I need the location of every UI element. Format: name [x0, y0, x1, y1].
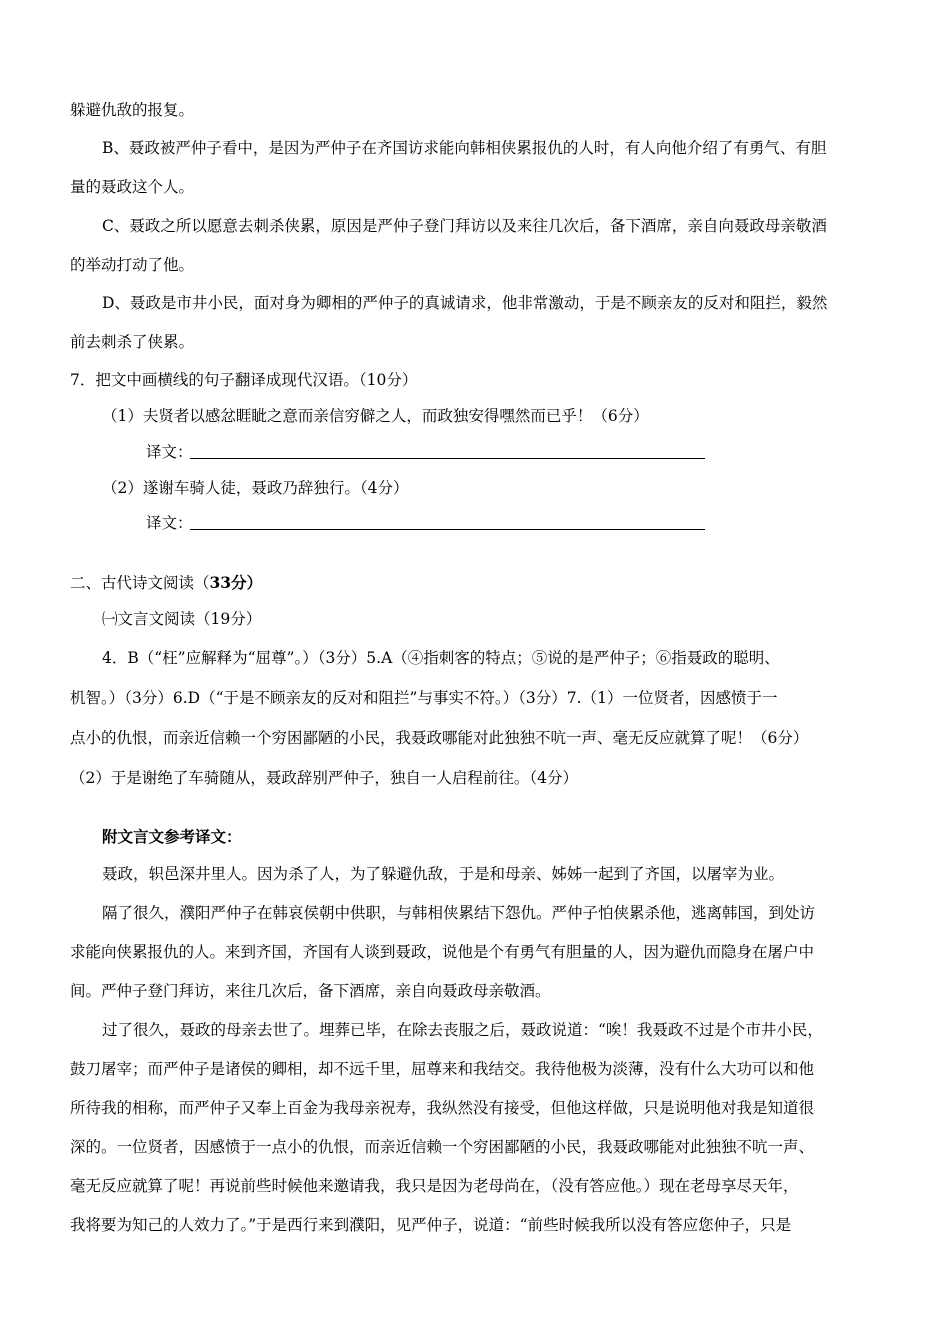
option-a-tail: 躲避仇敌的报复。 — [70, 101, 195, 119]
translation-label-1: 译文： — [146, 443, 193, 461]
question-7: 7．把文中画横线的句子翻译成现代汉语。（10分） — [70, 371, 418, 389]
section-title — [70, 573, 262, 593]
reference-line-6: 鼓刀屠宰；而严仲子是诸侯的卿相，却不远千里，屈尊来和我结交。我待他极为淡薄，没有什么大功可以和他 — [70, 1060, 815, 1078]
reference-line-2: 隔了很久，濮阳严仲子在韩哀侯朝中供职，与韩相侠累结下怨仇。严仲子怕侠累杀他，逃离韩国，到处访 — [102, 904, 816, 922]
subsection-title: ㈠文言文阅读（19分） — [102, 610, 262, 628]
translation-answer-line-1 — [190, 458, 705, 459]
option-b-line-1: B、聂政被严仲子看中，是因为严仲子在齐国访求能向韩相侠累报仇的人时，有人向他介绍了有勇气、有胆 — [102, 139, 827, 157]
answer-line-3: 点小的仇恨，而亲近信赖一个穷困鄙陋的小民，我聂政哪能对此独独不吭一声、毫无反应就算了呢！（6分） — [70, 729, 809, 747]
reference-line-3: 求能向侠累报仇的人。来到齐国，齐国有人谈到聂政，说他是个有勇气有胆量的人，因为避仇而隐身在屠户中 — [70, 943, 815, 961]
reference-line-1: 聂政，轵邑深井里人。因为杀了人，为了躲避仇敌，于是和母亲、姊姊一起到了齐国，以屠宰为业。 — [102, 865, 785, 883]
option-b-line-2: 量的聂政这个人。 — [70, 178, 195, 196]
option-c-line-2: 的举动打动了他。 — [70, 256, 195, 274]
reference-title: 附文言文参考译文： — [102, 827, 242, 846]
option-d-line-1: D、聂政是市井小民，面对身为卿相的严仲子的真诚请求，他非常激动，于是不顾亲友的反对和阻拦，毅然 — [102, 294, 828, 312]
question-7-part-2: （2）遂谢车骑人徒，聂政乃辞独行。（4分） — [102, 479, 409, 497]
answer-line-4: （2）于是谢绝了车骑随从，聂政辞别严仲子，独自一人启程前往。（4分） — [70, 769, 578, 787]
translation-answer-line-2 — [190, 529, 705, 530]
answer-line-2: 机智。）（3分）6.D（“于是不顾亲友的反对和阻拦”与事实不符。）（3分）7.（1）一位贤者，因感愤于一 — [70, 689, 778, 707]
question-7-part-1: （1）夫贤者以感忿睚眦之意而亲信穷僻之人，而政独安得嘿然而已乎！（6分） — [102, 407, 649, 425]
section-title-score: 33分） — [209, 573, 263, 592]
reference-line-8: 深的。一位贤者，因感愤于一点小的仇恨，而亲近信赖一个穷困鄙陋的小民，我聂政哪能对此独独不吭一声、 — [70, 1138, 815, 1156]
reference-line-4: 间。严仲子登门拜访，来往几次后，备下酒席，亲自向聂政母亲敬酒。 — [70, 982, 551, 1000]
reference-line-10: 我将要为知己的人效力了。”于是西行来到濮阳，见严仲子，说道：“前些时候我所以没有答应您仲子，只是 — [70, 1216, 792, 1234]
reference-line-5: 过了很久，聂政的母亲去世了。埋葬已毕，在除去丧服之后，聂政说道：“唉！我聂政不过是个市井小民， — [102, 1021, 823, 1039]
option-c-line-1: C、聂政之所以愿意去刺杀侠累，原因是严仲子登门拜访以及来往几次后，备下酒席，亲自向聂政母亲敬酒 — [102, 217, 827, 235]
reference-line-7: 所待我的相称，而严仲子又奉上百金为我母亲祝寿，我纵然没有接受，但他这样做，只是说明他对我是知道很 — [70, 1099, 815, 1117]
section-title-text: 二、古代诗文阅读（ — [70, 574, 210, 592]
option-d-line-2: 前去刺杀了侠累。 — [70, 333, 195, 351]
reference-line-9: 毫无反应就算了呢！再说前些时候他来邀请我，我只是因为老母尚在，（没有答应他。）现在老母享尽天年， — [70, 1177, 799, 1195]
answer-line-1: 4．B（“枉”应解释为“屈尊”。）（3分）5.A（④指刺客的特点；⑤说的是严仲子；⑥指聂政的聪明、 — [102, 649, 780, 667]
translation-label-2: 译文： — [146, 514, 193, 532]
